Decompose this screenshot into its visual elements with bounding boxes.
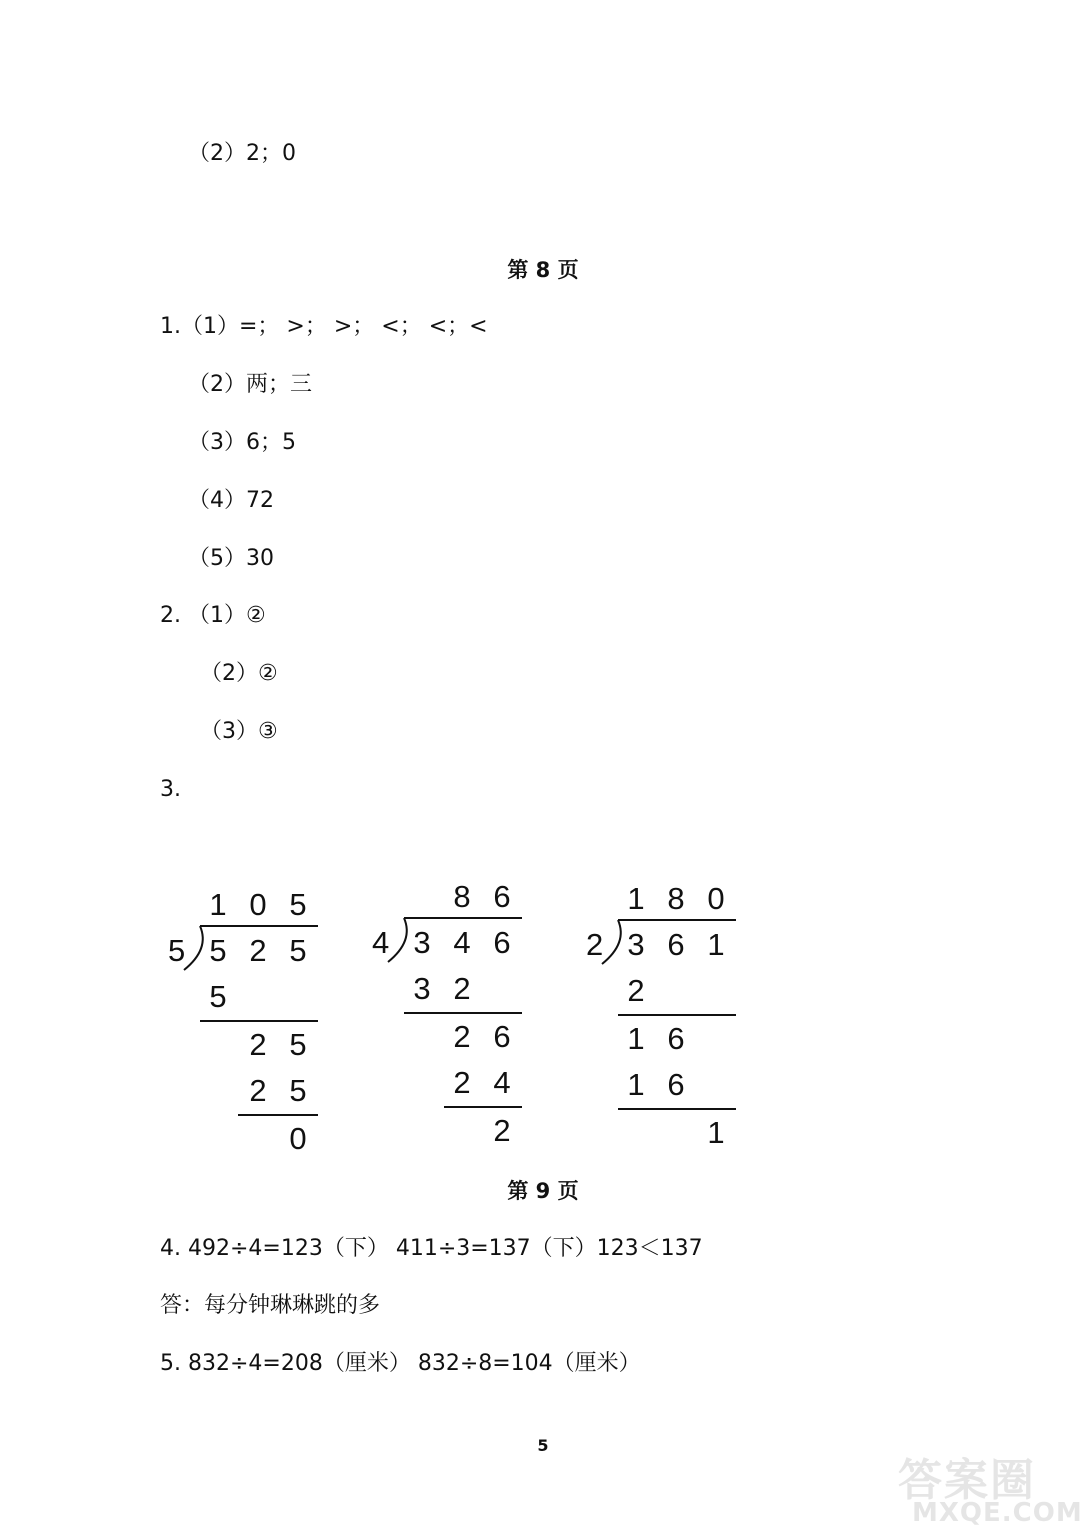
quotient-digit: 8	[667, 881, 685, 916]
division-bar	[200, 925, 318, 927]
dividend-digit: 6	[667, 927, 685, 962]
product-digit: 2	[453, 1065, 471, 1100]
product-digit: 5	[289, 1073, 307, 1108]
divisor: 5	[168, 933, 186, 968]
quotient-digit: 1	[627, 881, 645, 916]
long-division-3	[584, 878, 774, 1168]
page-9-heading: 第 9 页	[507, 1179, 579, 1203]
remainder-digit: 0	[289, 1121, 307, 1156]
difference-digit: 1	[627, 1021, 645, 1056]
subtraction-line	[618, 1014, 736, 1016]
dividend-digit: 1	[707, 927, 725, 962]
answer-q1-5: （5）30	[188, 546, 274, 571]
subtraction-line	[444, 1106, 522, 1108]
answer-q4-conclusion: 答：每分钟琳琳跳的多	[160, 1293, 381, 1318]
long-division-1	[166, 880, 356, 1170]
subtraction-line	[200, 1020, 318, 1022]
answer-prev-q2: （2）2；0	[188, 141, 296, 166]
answer-q2-3: （3）③	[200, 719, 278, 744]
product-digit: 2	[249, 1073, 267, 1108]
quotient-digit: 5	[289, 887, 307, 922]
answer-q1-2: （2）两；三	[188, 372, 312, 397]
quotient-digit: 8	[453, 879, 471, 914]
page-8-heading: 第 8 页	[507, 258, 579, 282]
dividend-digit: 4	[453, 925, 471, 960]
quotient-digit: 6	[493, 879, 511, 914]
dividend-digit: 3	[413, 925, 431, 960]
remainder-digit: 1	[707, 1115, 725, 1150]
product-digit: 2	[453, 971, 471, 1006]
answer-q2-1: 2. （1）②	[160, 603, 266, 628]
answer-q1-4: （4）72	[188, 488, 274, 513]
subtraction-line	[404, 1012, 522, 1014]
watermark-text: 答案圈	[898, 1455, 1036, 1506]
answer-q1-3: （3）6；5	[188, 430, 296, 455]
division-bar	[618, 919, 736, 921]
divisor: 4	[372, 925, 390, 960]
subtraction-line	[618, 1108, 736, 1110]
difference-digit: 6	[667, 1021, 685, 1056]
quotient-digit: 0	[249, 887, 267, 922]
answer-q3-label: 3.	[160, 777, 181, 802]
dividend-digit: 5	[209, 933, 227, 968]
dividend-digit: 6	[493, 925, 511, 960]
difference-digit: 5	[289, 1027, 307, 1062]
product-digit: 5	[209, 979, 227, 1014]
watermark-logo	[898, 1444, 1083, 1534]
watermark-domain: MXQE.COM	[912, 1498, 1083, 1528]
product-digit: 6	[667, 1067, 685, 1102]
quotient-digit: 1	[209, 887, 227, 922]
division-bar	[404, 917, 522, 919]
difference-digit: 2	[453, 1019, 471, 1054]
dividend-digit: 2	[249, 933, 267, 968]
product-digit: 3	[413, 971, 431, 1006]
answer-q1-1: 1.（1）=； >； >； <； <；<	[160, 314, 488, 339]
divisor: 2	[586, 927, 604, 962]
quotient-digit: 0	[707, 881, 725, 916]
answer-q2-2: （2）②	[200, 661, 278, 686]
dividend-digit: 5	[289, 933, 307, 968]
long-division-2	[370, 876, 560, 1166]
subtraction-line	[238, 1114, 318, 1116]
page-number: 5	[537, 1436, 549, 1455]
product-digit: 2	[627, 973, 645, 1008]
answer-q5: 5. 832÷4=208（厘米） 832÷8=104（厘米）	[160, 1351, 641, 1376]
product-digit: 1	[627, 1067, 645, 1102]
dividend-digit: 3	[627, 927, 645, 962]
product-digit: 4	[493, 1065, 511, 1100]
remainder-digit: 2	[493, 1113, 511, 1148]
difference-digit: 6	[493, 1019, 511, 1054]
difference-digit: 2	[249, 1027, 267, 1062]
answer-q4: 4. 492÷4=123（下） 411÷3=137（下）123＜137	[160, 1236, 703, 1261]
